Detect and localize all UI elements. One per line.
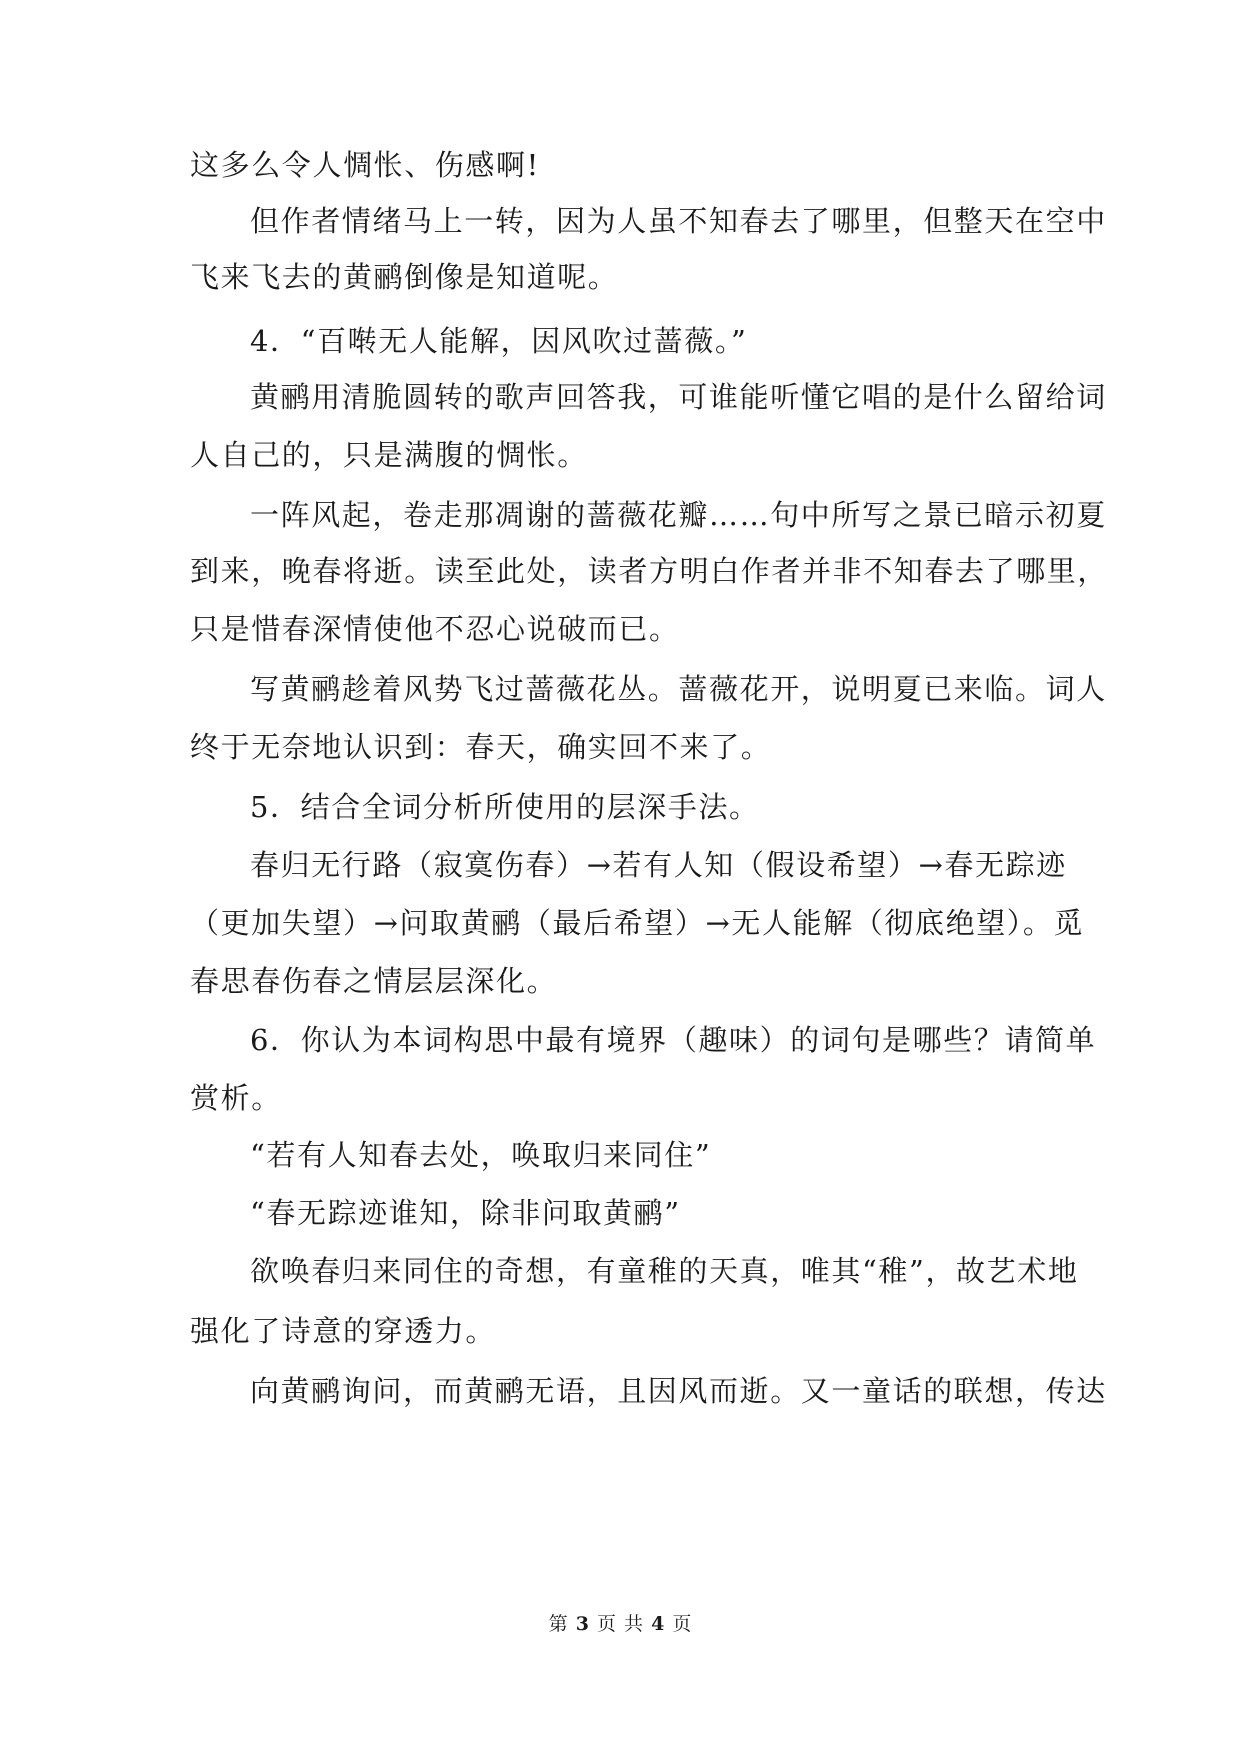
footer-middle: 页 共 [596, 1613, 645, 1635]
current-page-number: 3 [575, 1613, 590, 1635]
text-line: 到来，晚春将逝。读至此处，读者方明白作者并非不知春去了哪里， [190, 554, 1109, 588]
question-heading: 5．结合全词分析所使用的层深手法。 [250, 790, 760, 824]
text-line: 黄鹂用清脆圆转的歌声回答我，可谁能听懂它唱的是什么留给词 [250, 380, 1107, 414]
total-page-number: 4 [651, 1613, 666, 1635]
text-line: 春归无行路（寂寞伤春）→若有人知（假设希望）→春无踪迹 [250, 848, 1067, 882]
text-line: 但作者情绪马上一转，因为人虽不知春去了哪里，但整天在空中 [250, 204, 1107, 238]
footer-suffix: 页 [672, 1613, 693, 1635]
quote-line: “春无踪迹谁知，除非问取黄鹂” [250, 1196, 681, 1230]
text-line: 人自己的，只是满腹的惆怅。 [190, 438, 588, 472]
text-line: 写黄鹂趁着风势飞过蔷薇花丛。蔷薇花开，说明夏已来临。词人 [250, 672, 1107, 706]
text-line: 欲唤春归来同住的奇想，有童稚的天真，唯其“稚”，故艺术地 [250, 1254, 1079, 1288]
page-footer [0, 1609, 1241, 1636]
footer-prefix: 第 [548, 1613, 569, 1635]
text-line: 只是惜春深情使他不忍心说破而已。 [190, 612, 680, 646]
text-line: 赏析。 [190, 1081, 282, 1115]
text-line: 飞来飞去的黄鹂倒像是知道呢。 [190, 260, 619, 294]
text-line: （更加失望）→问取黄鹂（最后希望）→无人能解（彻底绝望）。觅 [190, 906, 1085, 940]
text-line: 春思春伤春之情层层深化。 [190, 964, 558, 998]
text-line: 终于无奈地认识到：春天，确实回不来了。 [190, 730, 772, 764]
text-line: 强化了诗意的穿透力。 [190, 1314, 497, 1348]
question-heading: 4．“百啭无人能解，因风吹过蔷薇。” [250, 324, 748, 358]
text-line: 这多么令人惆怅、伤感啊! [190, 148, 540, 182]
quote-line: “若有人知春去处，唤取归来同住” [250, 1138, 712, 1172]
text-line: 一阵风起，卷走那凋谢的蔷薇花瓣……句中所写之景已暗示初夏 [250, 498, 1107, 532]
question-heading: 6．你认为本词构思中最有境界（趣味）的词句是哪些？请简单 [250, 1023, 1097, 1057]
text-line: 向黄鹂询问，而黄鹂无语，且因风而逝。又一童话的联想，传达 [250, 1374, 1107, 1408]
